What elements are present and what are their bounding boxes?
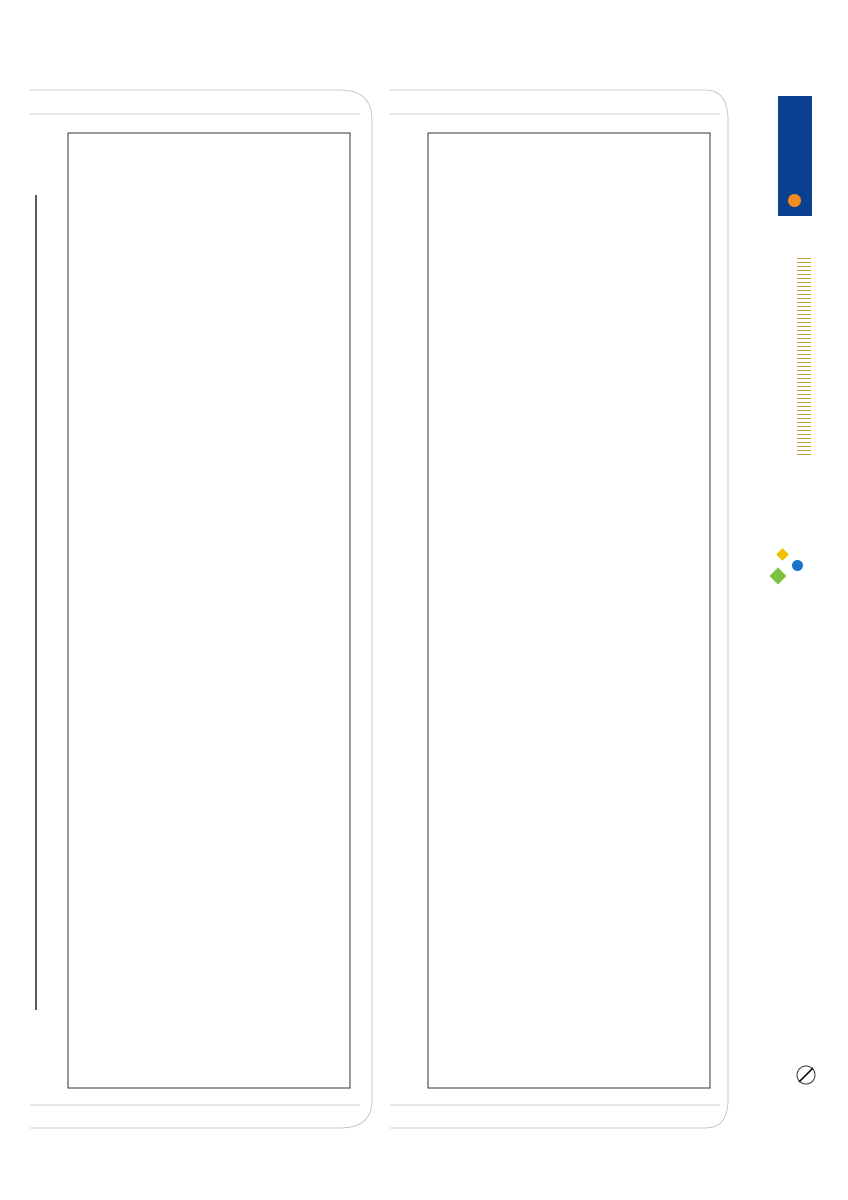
left-block-outline <box>68 133 350 1088</box>
north-arrow <box>797 1066 815 1084</box>
right-site-frame <box>390 90 728 1128</box>
espais-green-diamond <box>770 568 787 585</box>
architect-barcode <box>797 258 811 456</box>
left-site-frame <box>30 90 372 1128</box>
espais-blue-dot <box>792 560 803 571</box>
caixa-ontinyent-logo <box>778 96 812 216</box>
espais-yellow-mark <box>776 548 789 561</box>
caixa-logo-mark <box>788 194 801 207</box>
espais-logo <box>770 500 820 590</box>
right-block-outline <box>428 133 710 1088</box>
